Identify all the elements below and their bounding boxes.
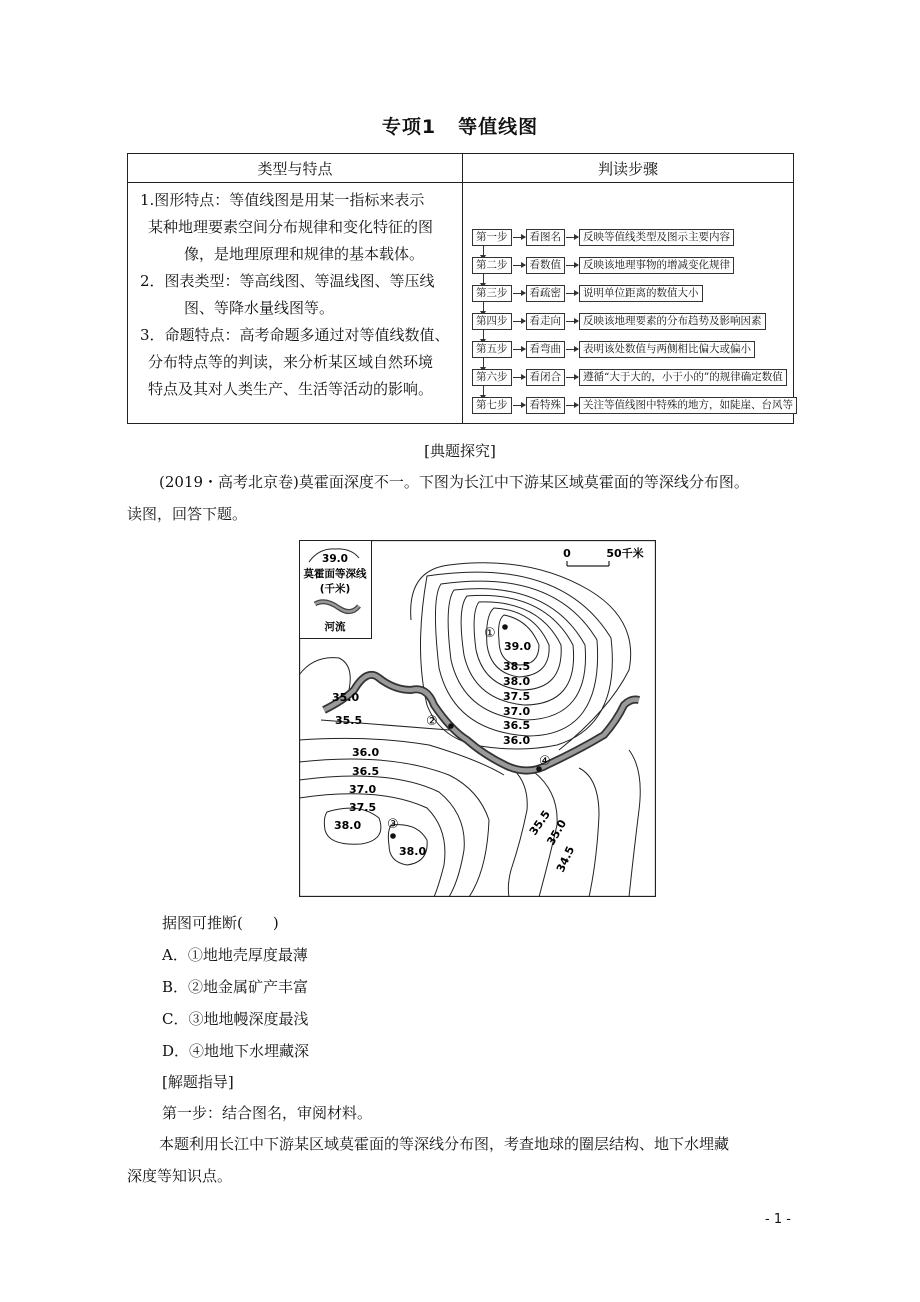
text-line: 某种地理要素空间分布规律和变化特征的图 [148,218,434,236]
contour-label: 37.5 [503,690,531,703]
step1-text: 第一步：结合图名，审阅材料。 [162,1104,373,1122]
intro-line: 读图，回答下题。 [127,505,248,523]
point-2-label: ② [426,714,438,729]
title-part1: 专项1 [381,116,437,138]
step-row [472,229,734,246]
page-number: - 1 - [765,1212,791,1227]
contour-label: 36.5 [352,765,380,778]
text-line: 2．图表类型：等高线图、等温线图、等压线 [140,272,435,290]
step-action: 看疏密 [526,285,566,302]
steps-cell [463,183,794,424]
step-action: 看闭合 [526,369,566,386]
step-desc: 反映该地理要素的分布趋势及影响因素 [579,313,766,330]
option-d: D．④地地下水埋藏深 [162,1042,310,1060]
arrow-right-icon [513,349,525,350]
arrow-right-icon [513,293,525,294]
arrow-right-icon [513,321,525,322]
arrow-right-icon [513,265,525,266]
contour-label: 38.0 [503,675,531,688]
step-row [472,313,766,330]
contour-label: 38.0 [334,819,362,832]
option-a: A．①地地壳厚度最薄 [162,946,308,964]
analysis-paragraph [127,1128,794,1192]
scale-label: 50千米 [606,547,644,560]
step-desc: 表明该处数值与两侧相比偏大或偏小 [579,341,755,358]
step-label: 第四步 [472,313,512,330]
legend-river-label: 河流 [324,621,346,633]
step-desc: 反映等值线类型及图示主要内容 [579,229,734,246]
arrow-right-icon [566,377,578,378]
section-label: [典题探究] [424,442,496,460]
contour-label: 36.0 [352,746,380,759]
legend-line1: 莫霍面等深线 [303,568,367,580]
arrow-right-icon [513,405,525,406]
step-action: 看图名 [526,229,566,246]
step-row [472,257,734,274]
text-line: 特点及其对人类生产、生活等活动的影响。 [148,380,434,398]
step-label: 第二步 [472,257,512,274]
page-title [0,112,920,139]
question-stem: 据图可推断( ) [162,914,279,932]
arrow-right-icon [566,265,578,266]
intro-paragraph [127,466,794,530]
contour-label: 36.5 [503,719,531,732]
step-action: 看走向 [526,313,566,330]
arrow-right-icon [566,349,578,350]
moho-contour-map [299,540,656,897]
contour-label: 39.0 [504,640,532,653]
contour-label: 38.0 [399,845,427,858]
arrow-right-icon [566,405,578,406]
step-row [472,397,797,414]
header-left: 类型与特点 [128,154,463,183]
contour-label: 37.0 [503,705,531,718]
arrow-right-icon [513,377,525,378]
option-c: C．③地地幔深度最浅 [162,1010,309,1028]
step-desc: 说明单位距离的数值大小 [579,285,703,302]
arrow-right-icon [566,237,578,238]
arrow-right-icon [513,237,525,238]
intro-line: (2019・高考北京卷)莫霍面深度不一。下图为长江中下游某区域莫霍面的等深线分布图。 [159,473,749,491]
analysis-line: 本题利用长江中下游某区域莫霍面的等深线分布图，考查地球的圈层结构、地下水埋藏 [159,1135,730,1153]
title-part2: 等值线图 [458,116,539,138]
step-row [472,341,755,358]
option-b: B．②地金属矿产丰富 [162,978,309,996]
summary-table [127,153,794,424]
contour-label: 37.0 [349,783,377,796]
contour-label: 35.5 [526,808,554,838]
step-desc: 遵循“大于大的，小于小的”的规律确定数值 [579,369,787,386]
step-row [472,285,703,302]
arrow-right-icon [566,321,578,322]
step-row [472,369,787,386]
step-label: 第六步 [472,369,512,386]
types-features-cell [128,183,463,424]
steps-flowchart [463,183,793,423]
scale-zero: 0 [563,547,571,560]
contour-label: 35.5 [335,714,363,727]
step-label: 第五步 [472,341,512,358]
arrow-right-icon [566,293,578,294]
contour-label: 35.0 [332,691,360,704]
text-line: 像，是地理原理和规律的基本载体。 [184,245,425,263]
step-action: 看数值 [526,257,566,274]
step-label: 第三步 [472,285,512,302]
contour-label: 38.5 [503,660,531,673]
step-action: 看特殊 [526,397,566,414]
point-2-marker [448,723,454,729]
step-label: 第一步 [472,229,512,246]
point-3-marker [390,833,396,839]
text-line: 3．命题特点：高考命题多通过对等值线数值、 [140,326,450,344]
contour-label: 35.0 [544,817,570,848]
contour-label: 34.5 [553,844,578,875]
legend-value: 39.0 [322,553,348,565]
point-3-label: ③ [387,817,399,832]
point-1-marker [502,624,508,630]
analysis-line: 深度等知识点。 [127,1167,233,1185]
contour-label: 36.0 [503,734,531,747]
guide-label: [解题指导] [162,1073,234,1091]
text-line: 图、等降水量线图等。 [184,299,335,317]
legend-line2: (千米) [319,583,351,595]
step-label: 第七步 [472,397,512,414]
point-4-label: ④ [539,754,551,769]
step-desc: 关注等值线图中特殊的地方，如陡崖、台风等 [579,397,797,414]
contour-label: 37.5 [349,801,377,814]
header-right: 判读步骤 [463,154,794,183]
text-line: 1.图形特点：等值线图是用某一指标来表示 [140,191,425,209]
text-line: 分布特点等的判读，来分析某区域自然环境 [148,353,434,371]
step-action: 看弯曲 [526,341,566,358]
point-1-label: ① [484,626,496,641]
step-desc: 反映该地理事物的增减变化规律 [579,257,734,274]
